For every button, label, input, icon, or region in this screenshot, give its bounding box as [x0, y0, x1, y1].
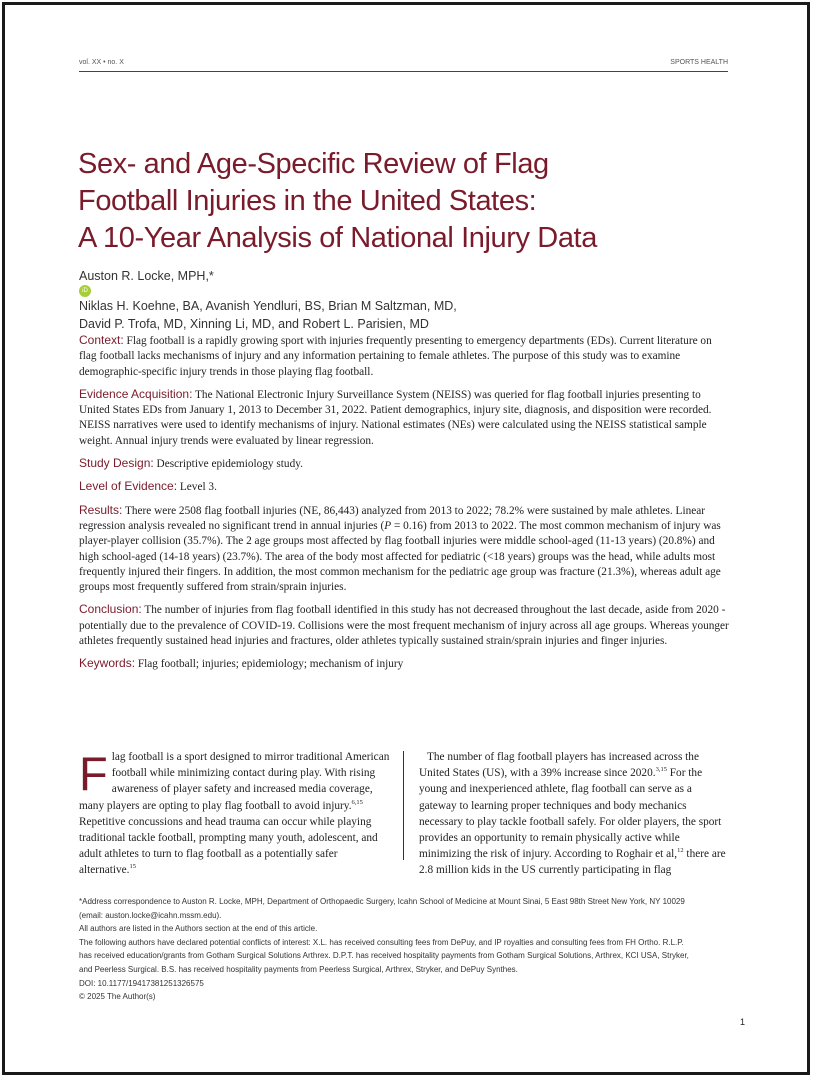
citation[interactable]: 12: [677, 847, 684, 855]
column-divider: [403, 751, 404, 860]
footnote-line: *Address correspondence to Auston R. Locke, MPH, Department of Orthopaedic Surgery, Icahn School of Medicine at Mount Sinai, 5 East 98th Street New York, NY 10029: [79, 897, 685, 906]
doi-link[interactable]: DOI: 10.1177/19417381251326575: [79, 978, 204, 988]
author-rest: Niklas H. Koehne, BA, Avanish Yendluri, BS, Brian M Saltzman, MD,: [79, 299, 457, 313]
body-text: lag football is a sport designed to mirror traditional American football while minimizing contact during play. With rising awareness of player safety and increased media coverage, many players are opting to play flag football to avoid injury.: [79, 751, 390, 812]
copyright: © 2025 The Author(s): [79, 992, 156, 1002]
title-line: Sex- and Age-Specific Review of Flag: [78, 148, 549, 180]
author-line: [79, 267, 739, 315]
author-line: David P. Trofa, MD, Xinning Li, MD, and Robert L. Parisien, MD: [79, 317, 429, 331]
abstract-keywords: [79, 656, 731, 672]
section-text: The National Electronic Injury Surveillance System (NEISS) was queried for flag football injuries presenting to United States EDs from January 1, 2013 to December 31, 2022. Patient demographics, injury site, diagnosis, and disposition were recorded. NEISS narratives were used to identify mechanisms of injury. National estimates (NEs) were calculated using the NEISS statistical sample weight. Annual injury trends were evaluated by linear regression.: [79, 388, 712, 447]
section-text: There were 2508 flag football injuries (NE, 86,443) analyzed from 2013 to 2022; 78.2% were sustained by male athletes. Linear regression analysis revealed no significant trend in annual injuries (: [79, 504, 706, 532]
citation[interactable]: 3,15: [655, 766, 667, 774]
p-value-symbol: P: [384, 519, 392, 532]
body-text: The number of flag football players has increased across the United States (US), with a 39% increase since 2020.: [419, 751, 699, 780]
footnote-line: and Peerless Surgical. B.S. has received hospitality payments from Peerless Surgical, Arthrex, Stryker, and DePuy Synthes.: [79, 964, 518, 974]
orcid-icon[interactable]: iD: [79, 285, 91, 297]
section-label: Level of Evidence:: [79, 479, 178, 494]
section-text: Flag football is a rapidly growing sport with injuries frequently presenting to emergency departments (EDs). Current literature on flag football lacks mechanisms of injury and any information pertaining to female athletes. The purpose of this study was to examine demographic-specific injury trends in those playing flag football.: [79, 335, 712, 378]
author-list: [79, 267, 739, 333]
body-text: For the young and inexperienced athlete, flag football can serve as a gateway to learning proper techniques and body mechanics necessary to play tackle football safely. For older players, the sport provides an opportunity to remain physically active while minimizing the risk of injury. According to Roghair et al,: [419, 767, 722, 861]
drop-cap: F: [79, 747, 108, 800]
abstract-evidence: [79, 387, 731, 449]
body-column-right: [411, 749, 729, 879]
section-text: Descriptive epidemiology study.: [156, 458, 303, 471]
footnote-email[interactable]: (email: auston.locke@icahn.mssm.edu).: [79, 910, 222, 920]
author-first: Auston R. Locke, MPH,*: [79, 269, 214, 283]
section-text: Level 3.: [179, 481, 217, 494]
body-text: there are 2.8 million kids in the US currently participating in flag: [419, 848, 726, 877]
page-number: 1: [740, 1017, 746, 1027]
section-text: The number of injuries from flag football identified in this study has not decreased throughout the last decade, aside from 2020 - potentially due to the prevalence of COVID-19. Collisions were the most frequent mechanism of injury across all age groups. Whereas younger athletes frequently sustained head injuries and fractures, older athletes typically sustained strain/sprain injuries and finger injuries.: [79, 604, 729, 648]
footnotes: [79, 895, 739, 1004]
section-text: Flag football; injuries; epidemiology; mechanism of injury: [137, 658, 404, 671]
section-label: Conclusion:: [79, 602, 142, 617]
abstract-level: [79, 479, 731, 495]
abstract-design: [79, 456, 731, 472]
abstract: [79, 333, 731, 680]
citation[interactable]: 6,15: [351, 798, 363, 806]
journal-name: SPORTS HEALTH: [670, 59, 728, 66]
running-header: [79, 58, 728, 72]
footnote-line: has received education/grants from Gotham Surgical Solutions Arthrex. D.P.T. has received hospitality payments from Gotham Surgical Solutions, Arthrex, KCI USA, Stryker,: [79, 951, 689, 961]
section-text: = 0.16) from 2013 to 2022. The most common mechanism of injury was player-player collision (35.7%). The 2 age groups most affected by flag football injuries were middle school-aged (11-13 years) (20.8%) and high school-aged (14-18 years) (23.7%). The area of the body most affected for pediatric (<18 years) groups was the head, while adults most frequently injured their fingers. In addition, the most common mechanism for the pediatric age group was fracture (21.3%), whereas adult age groups most frequently suffered from strain/sprain injuries.: [79, 519, 721, 594]
title-line: Football Injuries in the United States:: [78, 185, 537, 217]
body-column-left: [79, 749, 392, 879]
footnote-line: All authors are listed in the Authors section at the end of this article.: [79, 924, 318, 934]
title-line: A 10-Year Analysis of National Injury Data: [78, 222, 597, 254]
section-label: Study Design:: [79, 456, 154, 471]
abstract-context: [79, 333, 731, 380]
abstract-results: [79, 503, 731, 596]
abstract-conclusion: [79, 602, 731, 649]
section-label: Keywords:: [79, 656, 136, 671]
section-label: Context:: [79, 333, 124, 347]
body-text: Repetitive concussions and head trauma can occur while playing traditional tackle football, prompting many youth, adolescent, and adult athletes to turn to flag football as a potentially safer alternative.: [79, 815, 378, 877]
footnote-line: The following authors have declared potential conflicts of interest: X.L. has received consulting fees from DePuy, and IP royalties and consulting fees from FH Ortho. R.L.P.: [79, 937, 684, 947]
section-label: Results:: [79, 502, 123, 517]
section-label: Evidence Acquisition:: [79, 386, 193, 401]
article-title: [78, 146, 738, 257]
volume-info: vol. XX • no. X: [79, 59, 124, 66]
citation[interactable]: 15: [129, 863, 136, 871]
